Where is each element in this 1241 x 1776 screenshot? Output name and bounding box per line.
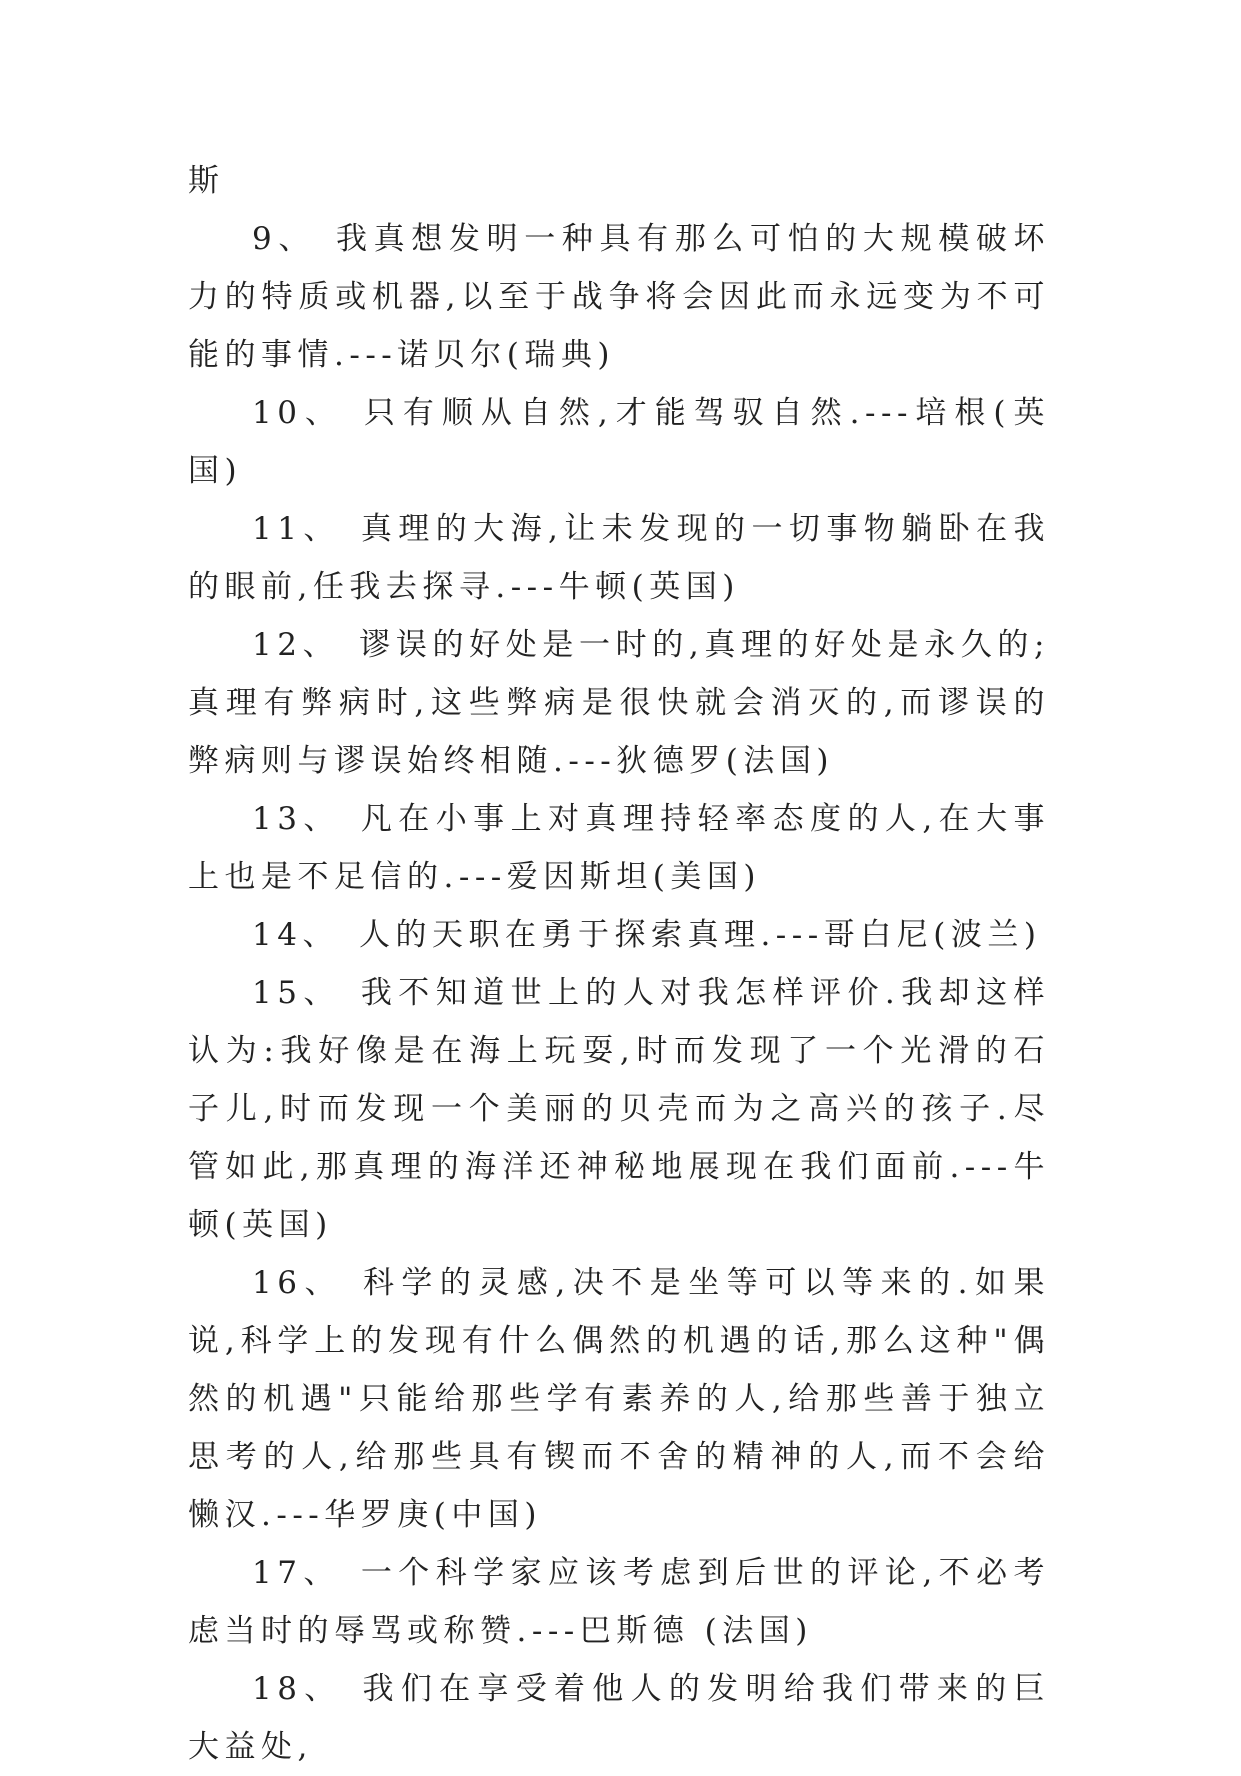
- quote-item-18: [188, 1660, 1050, 1776]
- quote-item-12: [188, 616, 1050, 790]
- quote-number: 15、: [252, 975, 341, 1011]
- quote-number: 16、: [252, 1265, 343, 1301]
- quote-number: 12、: [252, 627, 340, 663]
- paragraph-text: 斯: [188, 163, 225, 199]
- quote-text: 科学的灵感,决不是坐等可以等来的.如果说,科学上的发现有什么偶然的机遇的话,那么这种"偶然的机遇"只能给那些学有素养的人,给那些善于独立思考的人,给那些具有锲而不舍的精神的人,而不会给懒汉.---华罗庚(中国): [188, 1265, 1050, 1533]
- quote-item-9: [188, 210, 1050, 384]
- quote-text: 人的天职在勇于探索真理.---哥白尼(波兰): [358, 917, 1042, 953]
- quote-item-15: [188, 964, 1050, 1254]
- quote-item-16: [188, 1254, 1050, 1544]
- document-body: [188, 152, 1050, 1776]
- quote-number: 11、: [252, 511, 341, 547]
- quote-text: 一个科学家应该考虑到后世的评论,不必考虑当时的辱骂或称赞.---巴斯德 (法国): [188, 1555, 1050, 1649]
- quote-number: 18、: [252, 1671, 343, 1707]
- quote-item-14: [188, 906, 1050, 964]
- quote-number: 10、: [252, 395, 344, 431]
- quote-text: 我们在享受着他人的发明给我们带来的巨大益处,: [188, 1671, 1050, 1765]
- paragraph-continuation: [188, 152, 1050, 210]
- quote-item-13: [188, 790, 1050, 906]
- quote-text: 谬误的好处是一时的,真理的好处是永久的;真理有弊病时,这些弊病是很快就会消灭的,而谬误的弊病则与谬误始终相随.---狄德罗(法国): [188, 627, 1051, 779]
- quote-item-10: [188, 384, 1050, 500]
- quote-text: 凡在小事上对真理持轻率态度的人,在大事上也是不足信的.---爱因斯坦(美国): [188, 801, 1050, 895]
- quote-item-11: [188, 500, 1050, 616]
- quote-number: 13、: [252, 801, 341, 837]
- quote-text: 我不知道世上的人对我怎样评价.我却这样认为:我好像是在海上玩耍,时而发现了一个光滑的石子儿,时而发现一个美丽的贝壳而为之高兴的孩子.尽管如此,那真理的海洋还神秘地展现在我们面前.---牛顿(英国): [188, 975, 1050, 1243]
- quote-text: 我真想发明一种具有那么可怕的大规模破坏力的特质或机器,以至于战争将会因此而永远变为不可能的事情.---诺贝尔(瑞典): [188, 221, 1050, 373]
- quote-number: 9、: [252, 221, 316, 257]
- quote-number: 14、: [252, 917, 339, 953]
- quote-item-17: [188, 1544, 1050, 1660]
- quote-text: 只有顺从自然,才能驾驭自然.---培根(英国): [188, 395, 1050, 489]
- quote-number: 17、: [252, 1555, 341, 1591]
- quote-text: 真理的大海,让未发现的一切事物躺卧在我的眼前,任我去探寻.---牛顿(英国): [188, 511, 1050, 605]
